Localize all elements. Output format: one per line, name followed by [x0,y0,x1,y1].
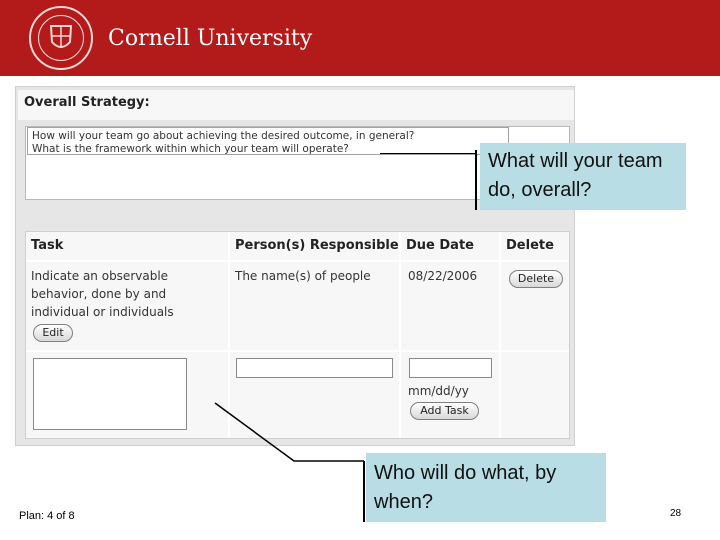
plan-progress-label: Plan: 4 of 8 [19,510,75,522]
row1-task-line2: behavior, done by and [31,287,167,301]
new-due-date-input[interactable] [409,358,492,378]
delete-button[interactable]: Delete [509,270,563,288]
column-header-person: Person(s) Responsible [235,238,399,253]
callout-top-leader [380,153,476,154]
column-header-delete: Delete [506,238,554,253]
callout-bottom-leader [214,400,384,525]
add-task-button[interactable]: Add Task [410,402,479,420]
callout-top-bracket [475,150,477,210]
column-header-task: Task [31,238,64,253]
new-delete-cell [501,352,569,438]
column-header-due: Due Date [406,238,474,253]
strategy-title: Overall Strategy: [18,90,574,120]
slide-number: 28 [670,508,682,519]
strategy-prompt-line1: How will your team go about achieving the desired outcome, in general? [32,130,415,142]
cornell-seal-logo [29,6,93,70]
brand-name: Cornell University [108,26,313,51]
strategy-prompt[interactable] [27,127,509,155]
new-task-textarea[interactable] [33,358,187,430]
strategy-prompt-line2: What is the framework within which your team will operate? [32,143,349,155]
row1-person: The name(s) of people [235,269,371,283]
row1-due-date: 08/22/2006 [408,269,478,283]
header-bar [0,0,720,76]
edit-button[interactable]: Edit [33,324,73,342]
date-format-hint: mm/dd/yy [408,384,469,398]
cornell-seal-inner [38,15,84,61]
callout-overall: What will your team do, overall? [480,143,686,210]
new-person-input[interactable] [236,358,393,378]
row1-task-line1: Indicate an observable [31,269,169,283]
callout-who-what-when: Who will do what, by when? [366,453,606,522]
shield-icon [39,16,83,60]
row1-task-line3: individual or individuals [31,305,174,319]
